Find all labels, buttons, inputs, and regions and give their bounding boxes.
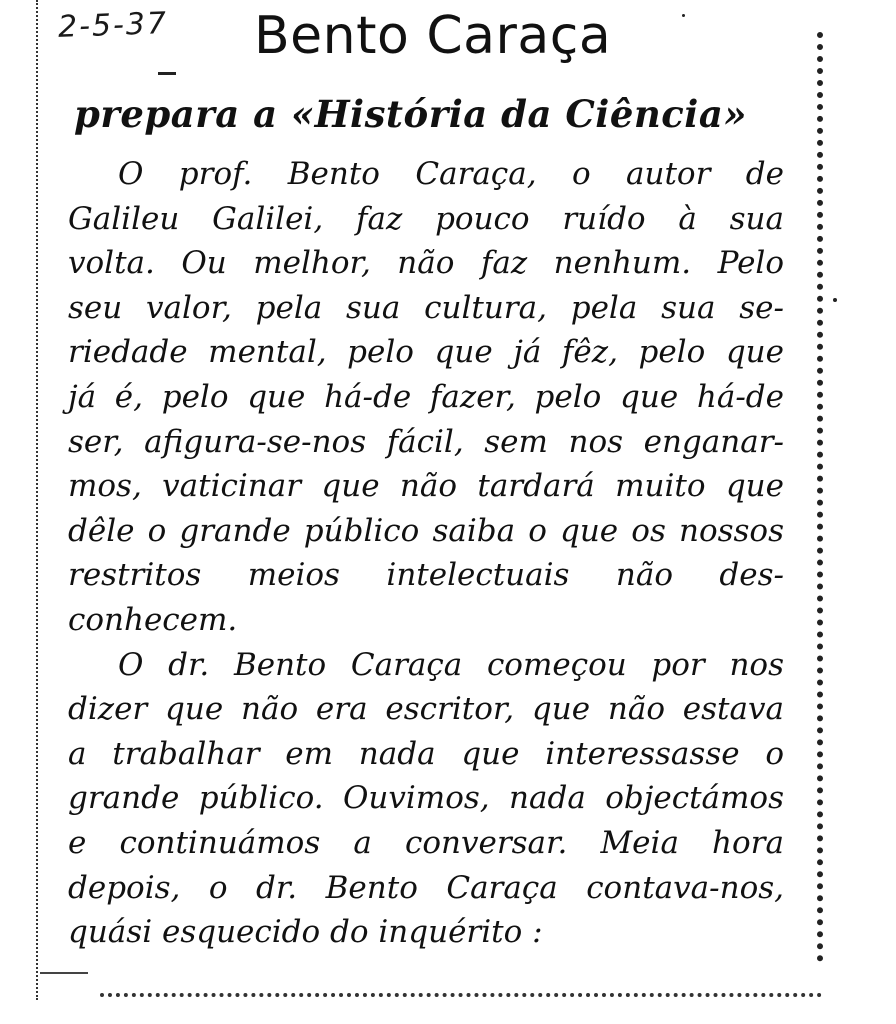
subheadline: prepara a «História da Ciência» (74, 92, 747, 136)
text-line: dizer que não era escritor, que não estava (68, 691, 784, 728)
text-line: e continuámos a conversar. Meia hora (68, 824, 784, 861)
text-line: riedade mental, pelo que já fêz, pelo que (68, 334, 784, 371)
text-line: seu valor, pela sua cultura, pela sua se- (68, 289, 784, 326)
text-line: a trabalhar em nada que interessasse o (68, 735, 784, 772)
clipping-bottom-rule (100, 993, 822, 997)
text-line: volta. Ou melhor, não faz nenhum. Pelo (68, 245, 784, 282)
scan-speck (833, 298, 837, 302)
headline: Bento Caraça (254, 6, 612, 66)
handwritten-date: 2-5-37 (57, 6, 169, 45)
clipping-left-edge (36, 0, 38, 1000)
text-line: já é, pelo que há-de fazer, pelo que há-de (68, 378, 784, 415)
text-line: mos, vaticinar que não tardará muito que (68, 468, 784, 505)
text-line: grande público. Ouvimos, nada objectámos (68, 780, 784, 817)
column-right-rule (817, 32, 823, 962)
text-line: Galileu Galilei, faz pouco ruído à sua (68, 200, 784, 237)
article-body (68, 152, 784, 955)
text-line: ser, afigura-se-nos fácil, sem nos enganar- (68, 423, 784, 460)
handwritten-date-mark (158, 72, 176, 75)
text-line: O dr. Bento Caraça começou por nos (118, 646, 784, 683)
paragraph-1 (68, 152, 784, 643)
text-line: dêle o grande público saiba o que os nossos (68, 512, 784, 549)
text-line: conhecem. (68, 601, 238, 638)
clipping-bottom-left-mark (40, 972, 88, 974)
paragraph-2 (68, 643, 784, 955)
text-line: quási esquecido do inquérito : (68, 914, 543, 951)
text-line: depois, o dr. Bento Caraça contava-nos, (68, 869, 784, 906)
text-line: O prof. Bento Caraça, o autor de (118, 156, 784, 192)
scan-speck (682, 14, 685, 17)
text-line: restritos meios intelectuais não des- (68, 557, 784, 594)
